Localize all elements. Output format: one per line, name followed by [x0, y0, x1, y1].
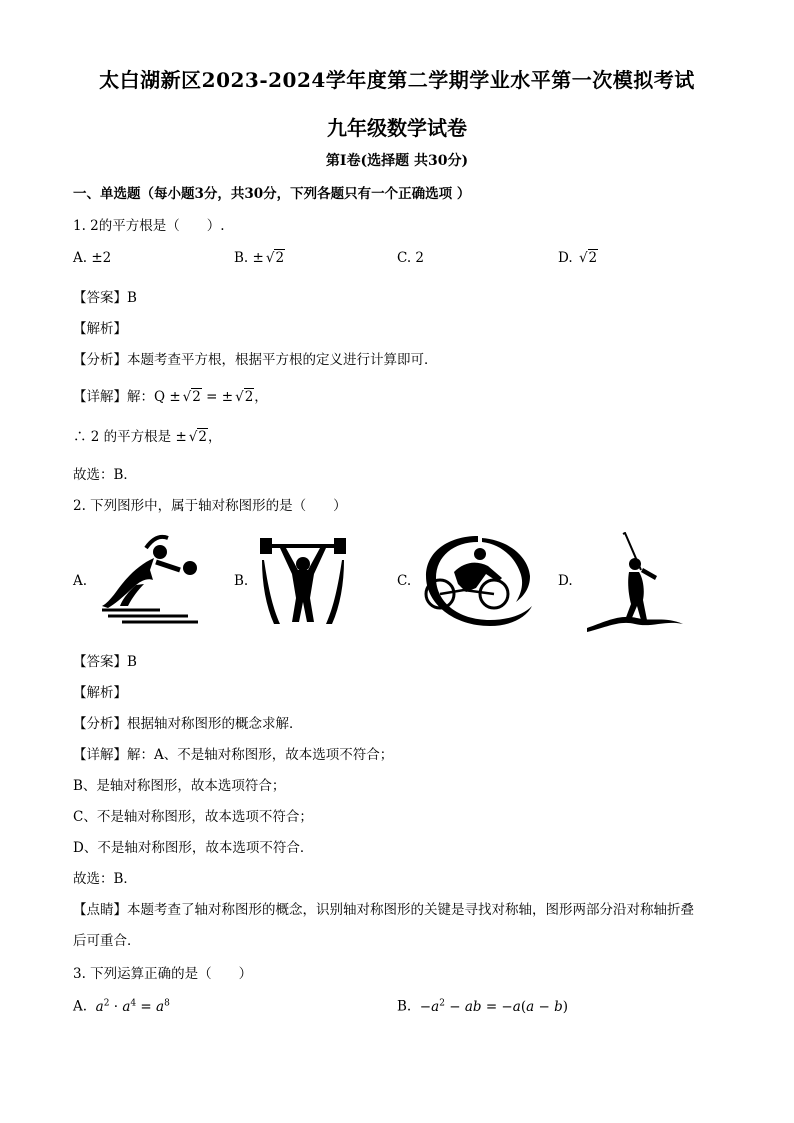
- q2-label-b: B.: [234, 573, 249, 589]
- q2-jiexi: 【解析】: [73, 685, 127, 701]
- exam-title: 太白湖新区2023-2024学年度第二学期学业水平第一次模拟考试: [99, 68, 695, 92]
- option-label: D.: [558, 250, 573, 266]
- q3-option-a: [73, 998, 170, 1015]
- q3-stem: 3. 下列运算正确的是（ ）: [73, 966, 253, 982]
- sqrt-symbol: √2: [578, 250, 598, 266]
- exam-subtitle: 九年级数学试卷: [327, 116, 467, 140]
- q2-stem: 2. 下列图形中，属于轴对称图形的是（ ）: [73, 498, 347, 514]
- q2-label-d: D.: [558, 573, 573, 589]
- q2-d: D、不是轴对称图形，故本选项不符合．: [73, 840, 314, 856]
- q2-label-a: A.: [73, 573, 88, 589]
- q2-fenxi: 【分析】根据轴对称图形的概念求解．: [73, 716, 303, 732]
- q1-option-c: C. 2: [397, 250, 425, 266]
- q2-note-cont: 后可重合．: [73, 933, 141, 949]
- cyclist-figure-icon: [418, 532, 536, 632]
- q1-stem: 1. 2的平方根是（ ）.: [73, 218, 225, 234]
- formula-a: $a^2 \cdot a^4 = a^8$: [95, 998, 170, 1015]
- q1-choose: 故选：B．: [73, 467, 137, 483]
- q1-detail: 【详解】解：Q ± √2 = ± √2，: [73, 389, 268, 405]
- golfer-figure-icon: [585, 532, 685, 634]
- q2-answer: 【答案】B: [73, 654, 137, 670]
- q2-detail: 【详解】解：A、不是轴对称图形，故本选项不符合；: [73, 747, 394, 763]
- q3-option-b: [397, 998, 568, 1015]
- formula-b: $-a^2$ − ab = −a(a − b): [415, 998, 568, 1015]
- sqrt-symbol: √2: [188, 429, 207, 445]
- part-heading: 一、单选题（每小题3分，共30分，下列各题只有一个正确选项 ）: [73, 186, 471, 202]
- q1-option-b: [234, 250, 285, 266]
- sqrt-symbol: √2: [265, 250, 285, 266]
- option-label: B.: [234, 250, 249, 266]
- option-label: A.: [73, 998, 88, 1015]
- q2-choose: 故选：B．: [73, 871, 137, 887]
- q1-option-d: [558, 250, 598, 266]
- option-value: ±2: [91, 250, 112, 266]
- q1-conclusion: ∴ 2 的平方根是 ± √2，: [73, 429, 222, 445]
- q2-c: C、不是轴对称图形，故本选项不符合；: [73, 809, 313, 825]
- q2-note: 【点睛】本题考查了轴对称图形的概念，识别轴对称图形的关键是寻找对称轴，图形两部分沿对称轴折叠: [73, 902, 694, 918]
- option-label: A.: [73, 250, 88, 266]
- q2-label-c: C.: [397, 573, 412, 589]
- weightlifter-figure-icon: [258, 536, 348, 628]
- option-prefix: ±: [252, 250, 264, 266]
- q1-option-a: [73, 250, 111, 266]
- sqrt-symbol: √2: [235, 389, 254, 405]
- q1-fenxi: 【分析】本题考查平方根，根据平方根的定义进行计算即可．: [73, 352, 438, 368]
- volleyball-figure-icon: [98, 530, 203, 625]
- option-label: B.: [397, 998, 412, 1015]
- section-title: 第Ⅰ卷(选择题 共30分): [325, 153, 469, 169]
- sqrt-symbol: √2: [182, 389, 201, 405]
- q1-answer: 【答案】B: [73, 290, 137, 306]
- q2-b: B、是轴对称图形，故本选项符合；: [73, 778, 286, 794]
- q1-jiexi: 【解析】: [73, 321, 127, 337]
